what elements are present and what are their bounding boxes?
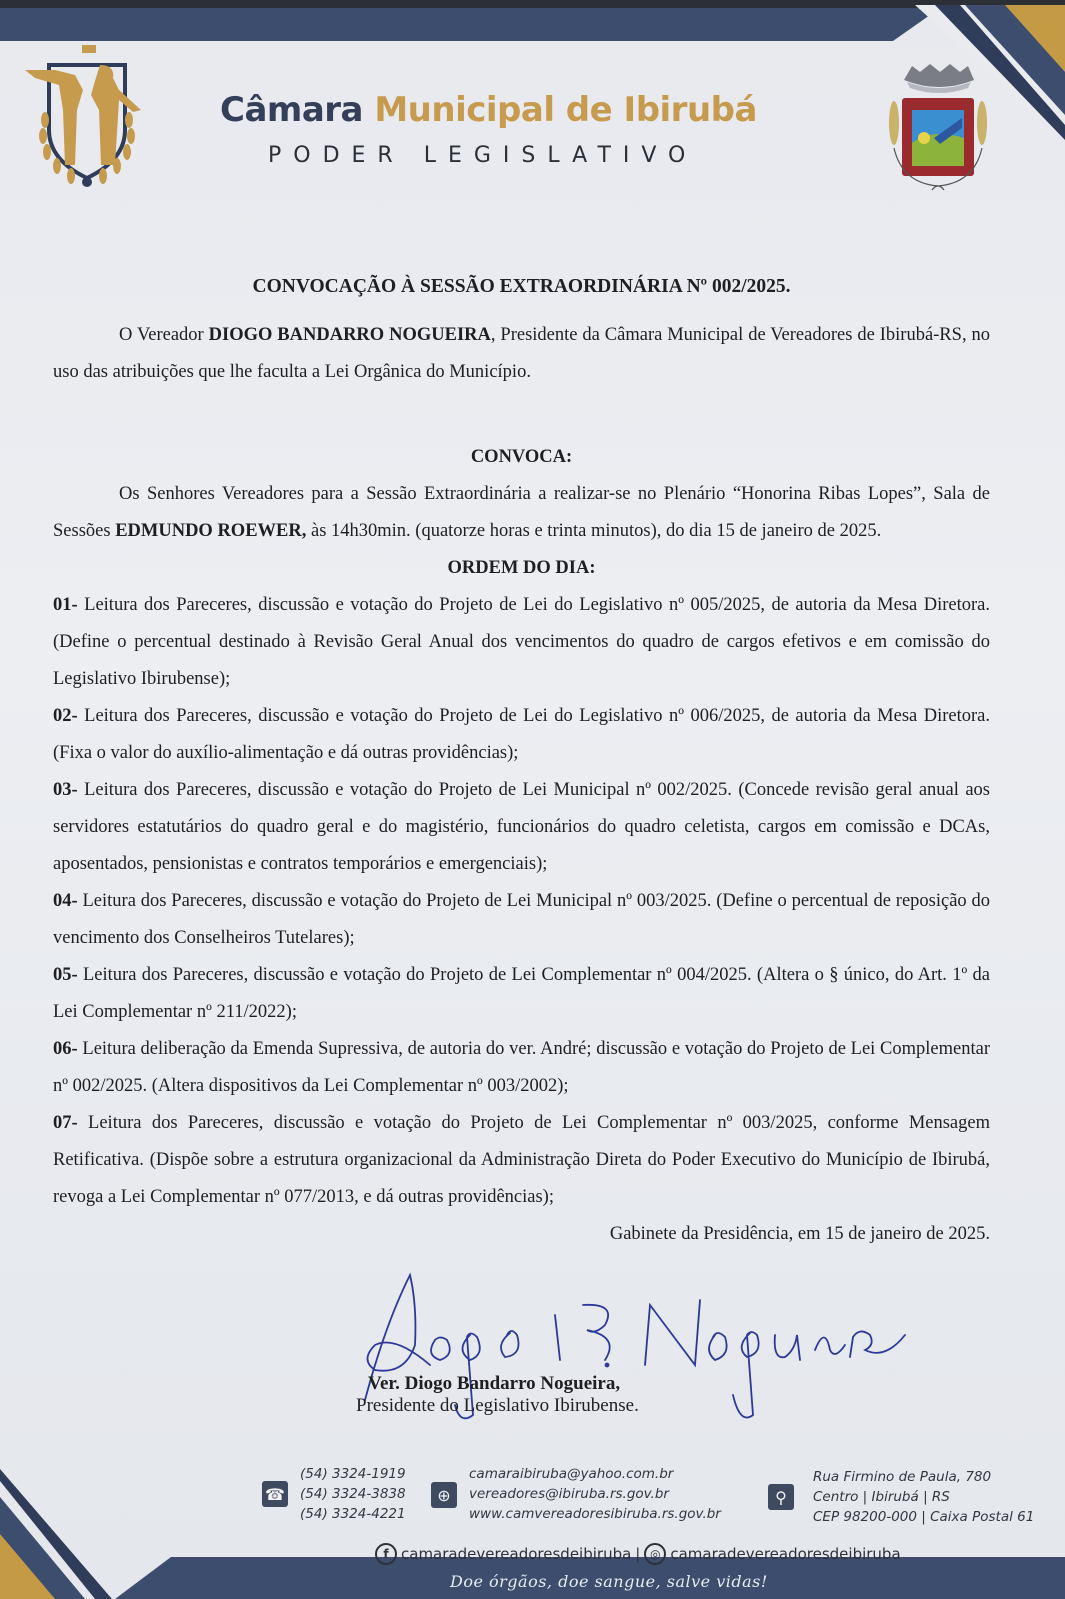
institution-subtitle: PODER LEGISLATIVO [268,143,698,168]
website-link[interactable]: www.camvereadoresibiruba.rs.gov.br [469,1506,721,1522]
address-line: Rua Firmino de Paula, 780 [813,1469,992,1485]
convoca-text-part1: Os Senhores Vereadores para a Sessão Extraordinária a realizar-se no Plenário “Honorina Ribas Lopes”, Sala de Sessões [53,484,990,541]
social-links [375,1543,945,1565]
map-pin-icon: ⚲ [768,1484,794,1510]
agenda-item-text: Leitura dos Pareceres, discussão e votação do Projeto de Lei Municipal nº 002/2025. (Concede revisão geral anual aos servidores estatutários do quadro geral e do magistério, funcionários do quadro celetista, cargos em comissão e DCAs, aposentados, pensionistas e contratos temporários e emergenciais); [53,780,990,874]
agenda-item [53,957,990,1031]
agenda-item [53,1105,990,1216]
address-line: CEP 98200-000 | Caixa Postal 61 [813,1509,1035,1525]
agenda-list [53,587,990,1216]
agenda-item [53,1031,990,1105]
agenda-item-number: 05- [53,965,78,985]
president-name: DIOGO BANDARRO NOGUEIRA [208,325,491,345]
signoff-line: Gabinete da Presidência, em 15 de janeiro de 2025. [609,1224,990,1244]
phone-number[interactable]: (54) 3324-3838 [300,1486,406,1502]
intro-paragraph [53,317,990,391]
convoca-heading: CONVOCA: [470,447,573,467]
intro-suffix: , Presidente da Câmara Municipal de Vereadores de Ibirubá-RS, no uso das atribuições que lhe faculta a Lei Orgânica do Município. [53,325,990,382]
signer-name: Ver. Diogo Bandarro Nogueira, [368,1373,621,1394]
session-room: EDMUNDO ROEWER, [115,521,307,541]
convoca-text-part2: às 14h30min. (quatorze horas e trinta minutos), do dia 15 de janeiro de 2025. [306,521,882,541]
agenda-item-text: Leitura dos Pareceres, discussão e votação do Projeto de Lei Complementar nº 003/2025, conforme Mensagem Retificativa. (Dispõe sobre a estrutura organizacional da Administração Direta do Poder Executivo do Município de Ibirubá, revoga a Lei Complementar nº 077/2013, e dá outras providências); [53,1113,990,1207]
email-link[interactable]: vereadores@ibiruba.rs.gov.br [469,1486,669,1502]
document-title: CONVOCAÇÃO À SESSÃO EXTRAORDINÁRIA Nº 002/2025. [252,276,791,297]
document-body [53,268,990,1253]
phone-number[interactable]: (54) 3324-1919 [300,1466,406,1482]
agenda-item-number: 01- [53,595,78,615]
agenda-item [53,772,990,883]
legislative-crest-icon [15,40,155,190]
agenda-item-text: Leitura dos Pareceres, discussão e votação do Projeto de Lei do Legislativo nº 005/2025, de autoria da Mesa Diretora. (Define o percentual destinado à Revisão Geral Anual dos vencimentos do quadro de cargos efetivos e em comissão do Legislativo Ibirubense); [53,595,990,689]
municipal-coat-of-arms-icon [882,58,992,198]
agenda-item-text: Leitura deliberação da Emenda Supressiva, de autoria do ver. André; discussão e votação do Projeto de Lei Complementar nº 002/2025. (Altera dispositivos da Lei Complementar nº 003/2002); [53,1039,990,1096]
institution-name [220,90,840,130]
web-contact-list [469,1464,721,1524]
instagram-icon: ◎ [644,1543,666,1565]
agenda-item [53,698,990,772]
agenda-item-text: Leitura dos Pareceres, discussão e votação do Projeto de Lei Complementar nº 004/2025. (Altera o § único, do Art. 1º da Lei Complementar nº 211/2022); [53,965,990,1022]
instagram-handle[interactable]: camaradevereadoresdeibiruba [670,1545,901,1563]
address-block [813,1467,1034,1527]
facebook-icon: f [375,1543,397,1565]
signer-role: Presidente do Legislativo Ibirubense. [356,1395,639,1416]
intro-prefix: O Vereador [119,325,209,345]
agenda-heading: ORDEM DO DIA: [447,558,596,578]
institution-name-part2: Municipal de Ibirubá [374,90,757,130]
agenda-item-number: 03- [53,780,78,800]
agenda-item-number: 07- [53,1113,78,1133]
social-separator: | [635,1545,641,1563]
email-link[interactable]: camaraibiruba@yahoo.com.br [469,1466,674,1482]
agenda-item-number: 02- [53,706,78,726]
phone-list [300,1464,406,1524]
agenda-item-text: Leitura dos Pareceres, discussão e votação do Projeto de Lei do Legislativo nº 006/2025, de autoria da Mesa Diretora. (Fixa o valor do auxílio-alimentação e dá outras providências); [53,706,990,763]
top-navy-band [0,8,940,41]
telephone-icon: ☎ [262,1481,288,1507]
agenda-item-number: 06- [53,1039,78,1059]
footer-motto: Doe órgãos, doe sangue, salve vidas! [450,1572,768,1591]
institution-name-part1: Câmara [220,90,363,130]
agenda-item [53,883,990,957]
agenda-item-text: Leitura dos Pareceres, discussão e votação do Projeto de Lei Municipal nº 003/2025. (Define o percentual de reposição do vencimento dos Conselheiros Tutelares); [53,891,990,948]
address-line: Centro | Ibirubá | RS [813,1489,950,1505]
globe-icon: ⊕ [431,1482,457,1508]
agenda-item [53,587,990,698]
phone-number[interactable]: (54) 3324-4221 [300,1506,406,1522]
facebook-handle[interactable]: camaradevereadoresdeibiruba [401,1545,632,1563]
convoca-paragraph [53,476,990,550]
agenda-item-number: 04- [53,891,78,911]
